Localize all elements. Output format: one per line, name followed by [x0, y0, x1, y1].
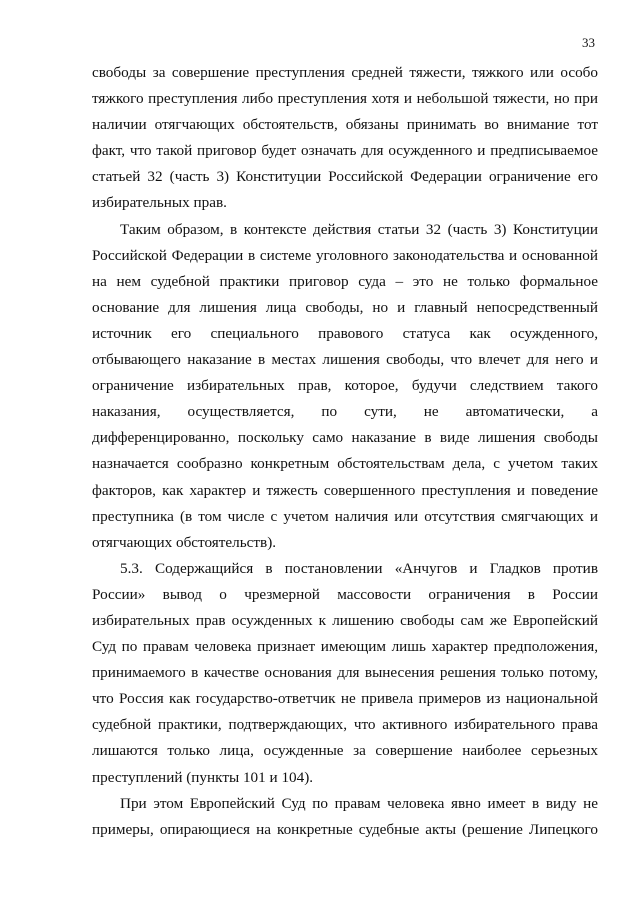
text-line: лишаются только лица, осужденные за совершение наиболее серьезных	[92, 742, 598, 760]
text-line: что Россия как государство-ответчик не привела примеров из национальной	[92, 690, 598, 708]
text-line: факторов, как характер и тяжесть совершенного преступления и поведение	[92, 481, 598, 499]
text-line: наличии отягчающих обстоятельств, обязаны принимать во внимание тот	[92, 116, 598, 134]
body-text	[92, 60, 598, 843]
text-line: избирательных прав осужденных к лишению свободы сам же Европейский	[92, 611, 598, 629]
text-line: Российской Федерации в системе уголовного законодательства и основанной	[92, 246, 598, 264]
text-line: принимаемого в качестве основания для вынесения решения только потому,	[92, 664, 598, 682]
text-line: преступника (в том числе с учетом наличия или отсутствия смягчающих и	[92, 507, 598, 525]
text-line: дифференцированно, поскольку само наказание в виде лишения свободы	[92, 429, 598, 447]
text-line: избирательных прав.	[92, 194, 227, 212]
text-line: наказания, осуществляется, по сути, не автоматически, а	[92, 403, 598, 421]
text-line: России» вывод о чрезмерной массовости ограничения в России	[92, 585, 598, 603]
text-line: ограничение избирательных прав, которое, будучи следствием такого	[92, 377, 598, 395]
text-line: примеры, опирающиеся на конкретные судебные акты (решение Липецкого	[92, 820, 598, 838]
page-number: 33	[582, 35, 595, 50]
text-line: свободы за совершение преступления средней тяжести, тяжкого или особо	[92, 64, 598, 81]
text-line: источник его специального правового статуса как осужденного,	[92, 324, 598, 342]
text-line: При этом Европейский Суд по правам человека явно имеет в виду не	[120, 794, 598, 812]
text-line: на нем судебной практики приговор суда – это не только формальное	[92, 272, 598, 290]
text-line: отягчающих обстоятельств).	[92, 533, 277, 551]
text-line: основание для лишения лица свободы, но и главный непосредственный	[92, 298, 598, 316]
text-line: Суд по правам человека признает имеющим лишь характер предположения,	[92, 638, 598, 656]
text-line: факт, что такой приговор будет означать для осужденного и предписываемое	[92, 142, 598, 160]
text-line: Таким образом, в контексте действия статьи 32 (часть 3) Конституции	[120, 220, 598, 238]
text-line: назначается сообразно конкретным обстоятельствам дела, с учетом таких	[92, 455, 598, 473]
text-line: преступлений (пункты 101 и 104).	[92, 768, 314, 786]
text-line: 5.3. Содержащийся в постановлении «Анчугов и Гладков против	[120, 559, 598, 577]
text-line: отбывающего наказание в местах лишения свободы, что влечет для него и	[92, 351, 598, 369]
text-line: статьей 32 (часть 3) Конституции Российской Федерации ограничение его	[92, 168, 598, 186]
text-line: тяжкого преступления либо преступления хотя и небольшой тяжести, но при	[92, 90, 598, 108]
text-line: судебной практики, подтверждающих, что активного избирательного права	[92, 716, 598, 734]
